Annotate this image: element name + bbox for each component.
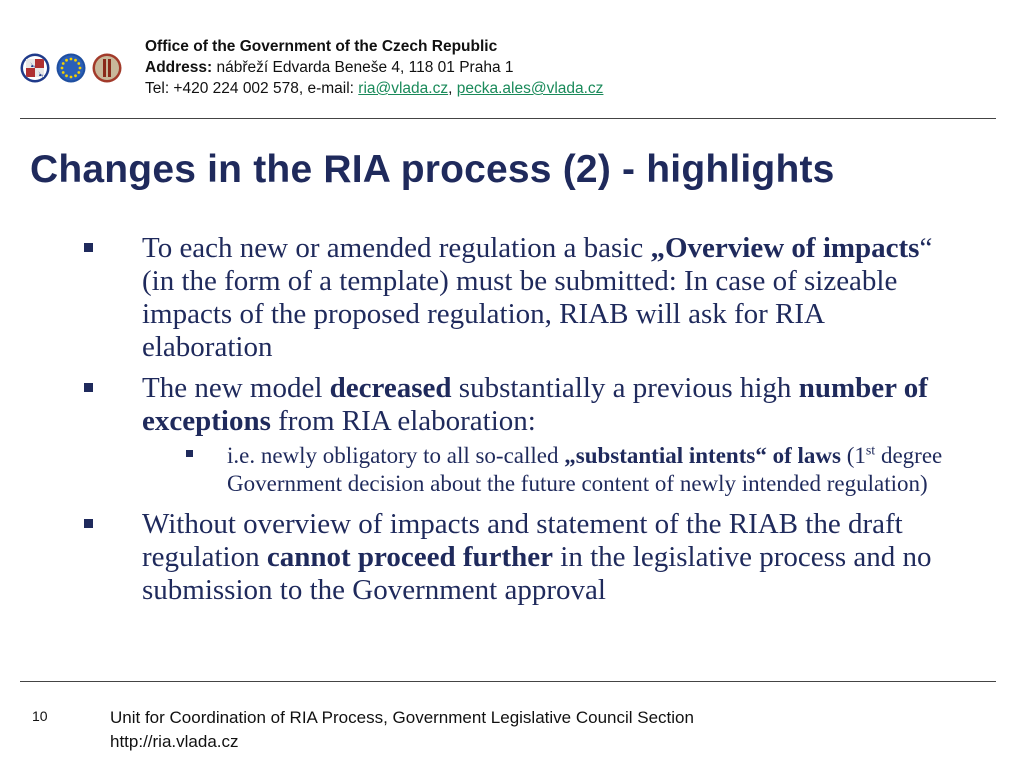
- bullet-bold: number of exceptions: [142, 372, 928, 437]
- bullet-square-icon: [84, 383, 93, 392]
- contact-prefix: Tel: +420 224 002 578, e-mail:: [145, 80, 359, 97]
- bullet-exceptions: [0, 372, 952, 438]
- email-link-ria[interactable]: ria@vlada.cz: [358, 80, 449, 97]
- bullet-square-icon: [84, 243, 93, 252]
- email-link-pecka[interactable]: pecka.ales@vlada.cz: [456, 80, 604, 97]
- bullet-text: substantially a previous high: [451, 372, 799, 404]
- bullet-text: from RIA elaboration:: [270, 405, 536, 437]
- czech-lion-emblem-icon: [20, 53, 50, 83]
- bullet-text: (1: [840, 443, 866, 468]
- organization-name: Office of the Government of the Czech Republic: [145, 38, 498, 55]
- header-divider: [20, 118, 996, 119]
- bullet-text: i.e. newly obligatory to all so-called: [227, 443, 565, 468]
- sub-bullet-substantial-intents: [0, 442, 987, 498]
- footer: [110, 706, 694, 754]
- bullet-square-icon: [84, 519, 93, 528]
- bullet-overview-of-impacts: [0, 232, 952, 364]
- address-label: Address:: [145, 59, 213, 76]
- ordinal-suffix: st: [865, 443, 876, 459]
- ria-emblem-icon: [92, 53, 122, 83]
- bullet-bold: decreased: [329, 372, 452, 404]
- email-separator: ,: [448, 80, 457, 97]
- bullet-cannot-proceed: [0, 508, 952, 607]
- page-number: 10: [32, 708, 48, 724]
- bullet-list: [0, 232, 1024, 615]
- bullet-square-icon: [186, 450, 193, 457]
- bullet-bold: „substantial intents“ of laws: [564, 443, 841, 468]
- contact-header: [145, 36, 603, 99]
- contact-line: [145, 78, 603, 99]
- bullet-bold: cannot proceed further: [266, 541, 554, 573]
- footer-url: http://ria.vlada.cz: [110, 732, 239, 751]
- address-value: nábřeží Edvarda Beneše 4, 118 01 Praha 1: [212, 59, 514, 76]
- bullet-text: degree Government decision about the future content of newly intended regulation): [227, 443, 943, 496]
- eu-stars-emblem-icon: [56, 53, 86, 83]
- bullet-text: in the legislative process and no submission to the Government approval: [142, 541, 932, 606]
- bullet-text: The new model: [142, 372, 330, 404]
- bullet-text: Without overview of impacts and statement of the RIAB the draft regulation: [142, 508, 903, 573]
- footer-unit: Unit for Coordination of RIA Process, Government Legislative Council Section: [110, 708, 694, 727]
- footer-divider: [20, 681, 996, 682]
- bullet-bold: „Overview of impacts: [650, 232, 920, 264]
- bullet-text: To each new or amended regulation a basic: [142, 232, 651, 264]
- logo-group: [20, 53, 124, 85]
- address-line: [145, 57, 603, 78]
- slide-title: Changes in the RIA process (2) - highlights: [30, 148, 835, 191]
- bullet-text: “ (in the form of a template) must be submitted: In case of sizeable impacts of the proposed regulation, RIAB will ask for RIA elaboration: [142, 232, 933, 363]
